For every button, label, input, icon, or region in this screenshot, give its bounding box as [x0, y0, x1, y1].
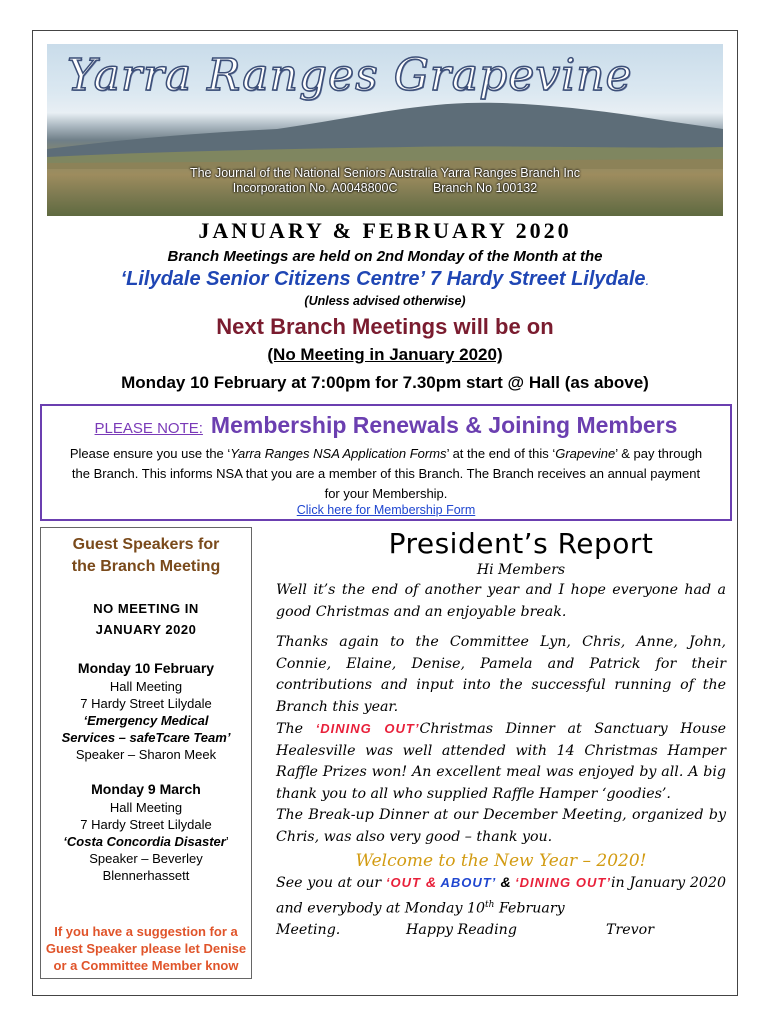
incorporation-number: Incorporation No. A0048800C — [232, 181, 398, 195]
guest-speakers-sidebar — [40, 527, 252, 979]
event-speaker: Speaker – Beverley — [89, 851, 203, 866]
president-signature: Trevor — [606, 921, 654, 938]
issue-date-heading: JANUARY & FEBRUARY 2020 — [198, 218, 572, 243]
membership-form-link[interactable]: Click here for Membership Form — [296, 503, 476, 517]
out-about-label: ‘OUT — [385, 875, 426, 890]
report-paragraph: Well it’s the end of another year and I hope everyone had a good Christmas and an enjoyable break. — [276, 582, 726, 620]
meeting-schedule-text: Branch Meetings are held on 2nd Monday of the Month at the — [167, 248, 603, 265]
no-meeting-line: JANUARY 2020 — [95, 622, 197, 637]
event-place: Hall Meeting — [109, 679, 183, 694]
event-topic-line — [41, 833, 251, 850]
venue-dot: . — [645, 272, 650, 288]
out-about-amp: & — [425, 875, 437, 891]
february-meeting — [41, 658, 251, 763]
no-meeting-line: NO MEETING IN — [93, 601, 199, 616]
event-speaker: Speaker – Sharon Meek — [75, 747, 217, 762]
report-text: Meeting. — [276, 921, 341, 938]
event-date: Monday 10 February — [77, 660, 215, 676]
dining-out-label: ‘DINING OUT’ — [514, 875, 611, 890]
event-street: 7 Hardy Street Lilydale — [80, 817, 212, 832]
next-meetings-heading: Next Branch Meetings will be on — [216, 314, 554, 339]
event-street: 7 Hardy Street Lilydale — [80, 696, 212, 711]
event-speaker: Blennerhassett — [102, 868, 190, 883]
report-signoff — [276, 920, 726, 942]
notice-body-part: ’ & pay through the Branch. This informs NSA that you are a member of this Branch. The Branch receives an annual payment for your Membership. — [71, 446, 703, 501]
welcome-new-year: Welcome to the New Year – 2020! — [355, 851, 647, 871]
report-text: in January 2020 and everybody at Monday 10 — [276, 875, 726, 917]
report-text: See you at our — [276, 875, 386, 891]
unless-advised-text: (Unless advised otherwise) — [304, 294, 466, 308]
event-place: Hall Meeting — [109, 800, 183, 815]
no-meeting-january — [41, 598, 251, 640]
masthead-title: Yarra Ranges Grapevine — [67, 50, 633, 101]
ordinal-suffix: th — [485, 899, 495, 910]
report-text: The — [276, 721, 316, 737]
event-topic-end: ’ — [225, 834, 229, 849]
happy-reading: Happy Reading — [406, 921, 517, 938]
march-meeting — [41, 779, 251, 884]
guest-speakers-title-line: Guest Speakers for — [72, 536, 220, 553]
event-topic: ‘Emergency Medical — [83, 713, 209, 728]
notice-body-part: ’ at the end of this ‘ — [446, 446, 556, 461]
notice-body-part: Please ensure you use the ‘ — [69, 446, 231, 461]
membership-title: Membership Renewals & Joining Members — [210, 412, 678, 438]
dining-out-label: ‘DINING OUT’ — [315, 721, 420, 736]
guest-speaker-suggestion: If you have a suggestion for a Guest Speaker please let Denise or a Committee Member know — [45, 924, 247, 973]
report-paragraph — [276, 872, 726, 920]
venue-text — [32, 268, 738, 291]
event-date: Monday 9 March — [91, 781, 201, 797]
venue-name: ‘Lilydale Senior Citizens Centre’ 7 Hardy Street Lilydale — [120, 268, 646, 290]
event-topic: ‘Costa Concordia Disaster — [63, 834, 226, 849]
report-text: Christmas Dinner at Sanctuary House Healesville was well attended with 14 Christmas Hamper Raffle Prizes won! An excellent meal was enjoyed by all. A big thank you to all who supplied Raffle Hamper ‘goodies’. — [276, 721, 726, 802]
report-title: President’s Report — [388, 527, 654, 560]
masthead-subtitle: The Journal of the National Seniors Australia Yarra Ranges Branch Inc — [189, 166, 581, 180]
notice-heading — [42, 412, 730, 439]
masthead-registration — [47, 181, 723, 195]
out-about-label: ABOUT’ — [436, 875, 497, 890]
notice-body — [66, 444, 706, 504]
no-meeting-notice: (No Meeting in January 2020) — [267, 345, 503, 364]
joining-amp: & — [496, 875, 515, 891]
report-paragraph — [276, 718, 726, 805]
guest-speakers-title-line: the Branch Meeting — [71, 558, 221, 575]
guest-speakers-title — [41, 534, 251, 578]
report-greeting: Hi Members — [476, 562, 566, 578]
please-note-label: PLEASE NOTE: — [94, 420, 203, 437]
masthead-banner — [47, 44, 723, 216]
presidents-report — [276, 527, 726, 941]
notice-grapevine-name: Grapevine — [555, 446, 616, 461]
membership-notice-box — [40, 404, 732, 521]
branch-number: Branch No 100132 — [432, 181, 538, 195]
report-paragraph: Thanks again to the Committee Lyn, Chris, Anne, John, Connie, Elaine, Denise, Pamela and Patrick for their contributions and input into the successful running of the Branch this year. — [276, 634, 726, 715]
notice-forms-name: Yarra Ranges NSA Application Forms — [230, 446, 447, 461]
report-text: February — [494, 900, 565, 917]
report-paragraph: The Break-up Dinner at our December Meeting, organized by Chris, was also very good – thank you. — [276, 807, 726, 845]
next-meeting-datetime: Monday 10 February at 7:00pm for 7.30pm start @ Hall (as above) — [121, 373, 649, 392]
event-topic: Services – safeTcare Team’ — [61, 730, 231, 745]
